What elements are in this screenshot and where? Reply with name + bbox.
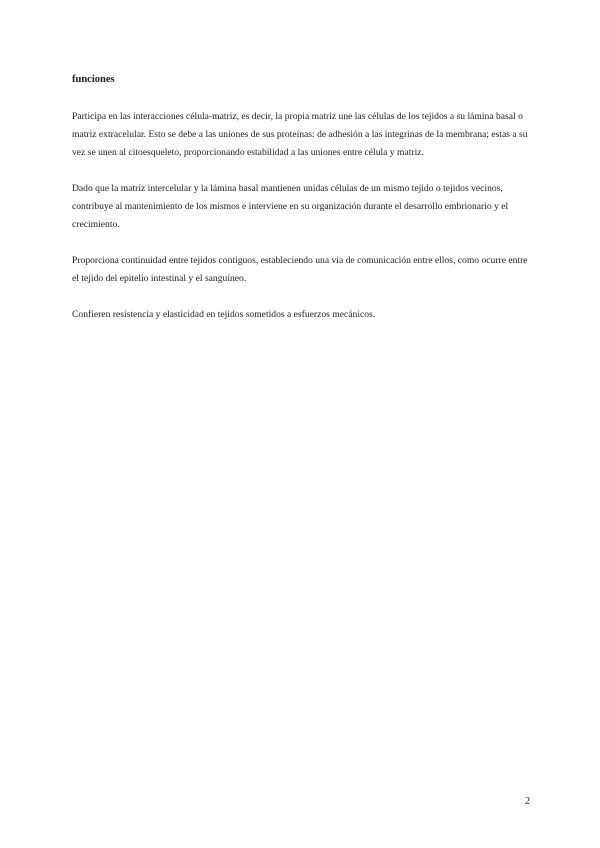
page-content: [72, 71, 532, 342]
paragraph-tissue-maintenance: Dado que la matriz intercelular y la lámina basal mantienen unidas células de un mismo tejido o tejidos vecinos, contribuye al mantenimiento de los mismos e interviene en su organización durante el desarrollo embrionario y el crecimiento.: [72, 183, 509, 230]
paragraph-cell-matrix-interactions: Participa en las interacciones célula-matriz, es decir, la propia matriz une las células de los tejidos a su lámina basal o matriz extracelular. Esto se debe a las uniones de sus proteínas: de adhesión a las integrinas de la membrana; estas a su vez se unen al citoesqueleto, proporcionando estabilidad a las uniones entre célula y matriz.: [72, 111, 528, 158]
page-number: 2: [525, 796, 530, 807]
paragraph-resistance-elasticity: Confieren resistencia y elasticidad en tejidos sometidos a esfuerzos mecánicos.: [72, 309, 376, 320]
paragraph-tissue-continuity: Proporciona continuidad entre tejidos contiguos, estableciendo una vía de comunicación entre ellos, como ocurre entre el tejido del epitelio intestinal y el sanguíneo.: [72, 255, 528, 284]
section-heading: funciones: [72, 74, 115, 85]
